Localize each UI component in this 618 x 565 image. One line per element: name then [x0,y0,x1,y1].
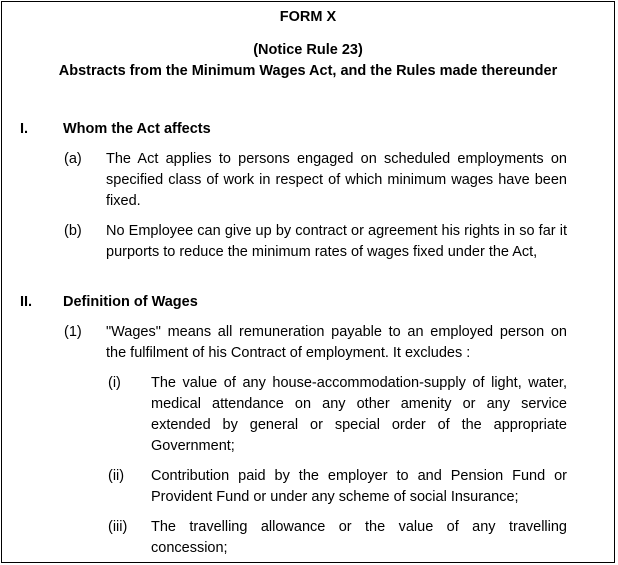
subitem-text: Contribution paid by the employer to and Pension Fund or Provident Fund or under any scheme of social Insurance; [151,468,567,505]
section-number: I. [20,121,29,137]
section-title: Definition of Wages [63,294,198,310]
section-title: Whom the Act affects [63,121,211,137]
item-text: The Act applies to persons engaged on scheduled employments on specified class of work in respect of which minimum wages have been fixed. [106,151,567,209]
document-subtitle: Abstracts from the Minimum Wages Act, and the Rules made thereunder [58,63,558,79]
section-number: II. [20,294,33,310]
subitem-number: (i) [108,375,121,391]
item-text: "Wages" means all remuneration payable to an employed person on the fulfilment of his Contract of employment. It excludes : [106,324,567,361]
subitem-text: The travelling allowance or the value of any travelling concession; [151,519,567,556]
subitem-number: (iii) [108,519,128,535]
subitem-text: The value of any house-accommodation-supply of light, water, medical attendance on any other amenity or any service extended by general or special order of the appropriate Government; [151,375,567,454]
form-document [1,1,615,563]
subitem-number: (ii) [108,468,125,484]
item-text: No Employee can give up by contract or agreement his rights in so far it purports to reduce the minimum rates of wages fixed under the Act, [106,223,567,260]
item-number: (1) [64,324,82,340]
item-number: (a) [64,151,82,167]
item-number: (b) [64,223,82,239]
form-title: FORM X [279,9,337,25]
notice-rule: (Notice Rule 23) [253,42,363,58]
